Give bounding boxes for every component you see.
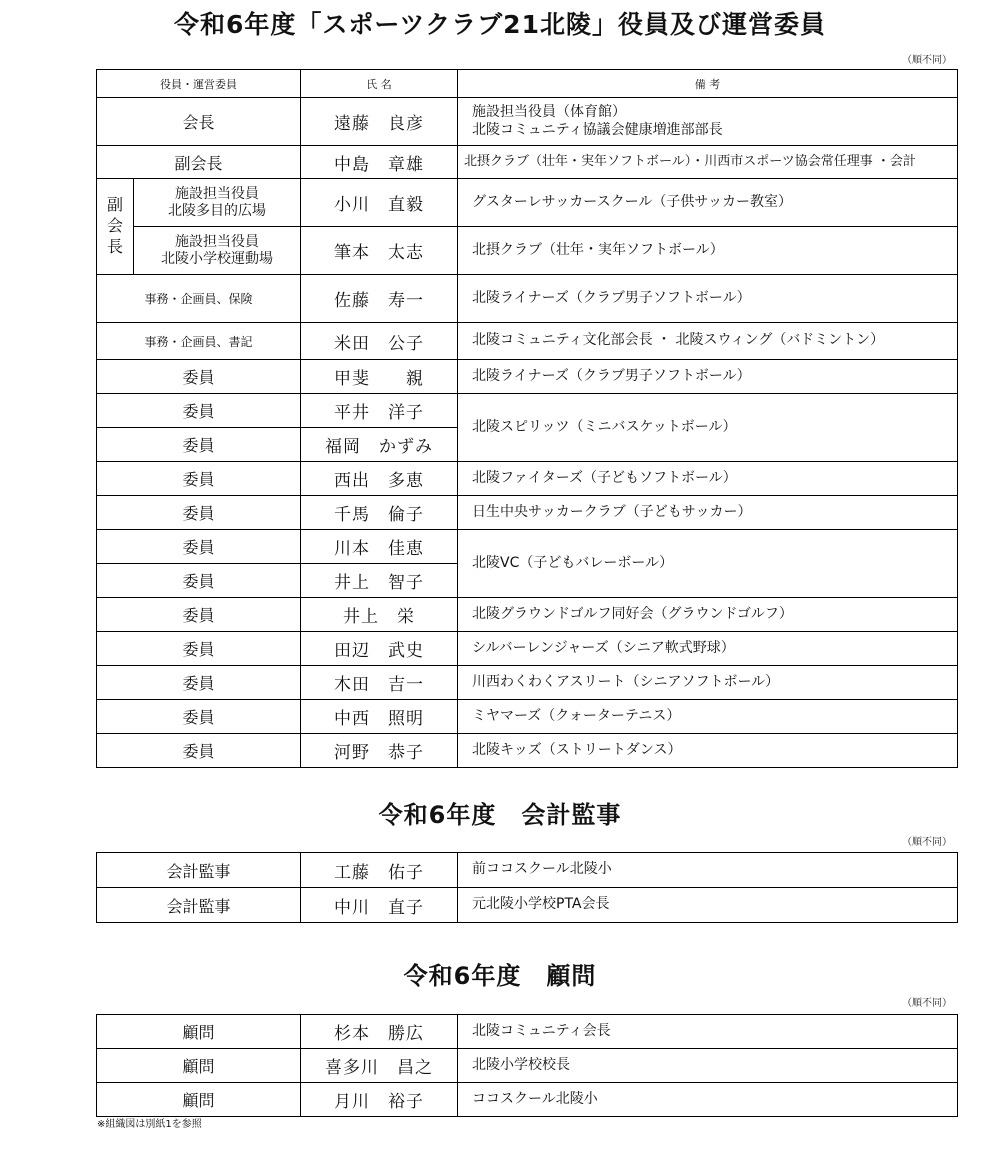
role-cell: 事務・企画員、書記 bbox=[97, 323, 301, 360]
name-cell: 杉本 勝広 bbox=[301, 1015, 458, 1049]
remarks-cell: 前ココスクール北陵小 bbox=[458, 853, 958, 888]
table-row bbox=[97, 530, 958, 564]
role-cell: 委員 bbox=[97, 598, 301, 632]
role-line: 北陵小学校運動場 bbox=[161, 250, 273, 267]
order-note: （順不同） bbox=[902, 55, 952, 66]
remarks-cell: グスターレサッカースクール（子供サッカー教室） bbox=[458, 179, 958, 227]
table-row bbox=[97, 1083, 958, 1117]
remarks-cell: 北摂クラブ（壮年・実年ソフトボール）・川西市スポーツ協会常任理事 ・会計 bbox=[458, 146, 958, 179]
table-row bbox=[97, 700, 958, 734]
role-cell: 事務・企画員、保険 bbox=[97, 275, 301, 323]
footnote: ※組織図は別紙1を参照 bbox=[97, 1119, 202, 1130]
remarks-cell: 川西わくわくアスリート（シニアソフトボール） bbox=[458, 666, 958, 700]
remarks-cell: 日生中央サッカークラブ（子どもサッカー） bbox=[458, 496, 958, 530]
name-cell: 月川 裕子 bbox=[301, 1083, 458, 1117]
table-row bbox=[97, 394, 958, 428]
table-row bbox=[97, 1015, 958, 1049]
header-remarks: 備 考 bbox=[458, 70, 958, 98]
table-row bbox=[97, 227, 958, 275]
audit-title: 令和6年度 会計監事 bbox=[378, 801, 622, 829]
name-cell: 小川 直毅 bbox=[301, 179, 458, 227]
audit-table bbox=[96, 852, 958, 923]
name-cell: 井上 智子 bbox=[301, 564, 458, 598]
advisor-table bbox=[96, 1014, 958, 1117]
role-line: 北陵多目的広場 bbox=[168, 202, 266, 219]
remarks-cell: ミヤマーズ（クォーターテニス） bbox=[458, 700, 958, 734]
remarks-cell: シルバーレンジャーズ（シニア軟式野球） bbox=[458, 632, 958, 666]
role-cell: 委員 bbox=[97, 632, 301, 666]
role-cell: 顧問 bbox=[97, 1015, 301, 1049]
header-role: 役員・運営委員 bbox=[97, 70, 301, 98]
role-cell: 委員 bbox=[97, 428, 301, 462]
role-cell: 委員 bbox=[97, 530, 301, 564]
role-cell: 会計監事 bbox=[97, 888, 301, 923]
name-cell: 川本 佳恵 bbox=[301, 530, 458, 564]
remarks-cell: 北摂クラブ（壮年・実年ソフトボール） bbox=[458, 227, 958, 275]
vertical-char: 副 bbox=[106, 195, 123, 215]
table-row bbox=[97, 888, 958, 923]
order-note: （順不同） bbox=[902, 998, 952, 1009]
role-cell: 委員 bbox=[97, 666, 301, 700]
name-cell: 井上 栄 bbox=[301, 598, 458, 632]
main-title: 令和6年度「スポーツクラブ21北陵」役員及び運営委員 bbox=[174, 10, 826, 39]
header-name: 氏 名 bbox=[301, 70, 458, 98]
remarks-cell: 北陵スピリッツ（ミニバスケットボール） bbox=[458, 394, 958, 462]
role-cell: 委員 bbox=[97, 700, 301, 734]
name-cell: 筆本 太志 bbox=[301, 227, 458, 275]
remarks-cell: 元北陵小学校PTA会長 bbox=[458, 888, 958, 923]
order-note: （順不同） bbox=[902, 837, 952, 848]
table-row bbox=[97, 632, 958, 666]
remarks-cell bbox=[458, 98, 958, 146]
role-cell: 委員 bbox=[97, 564, 301, 598]
name-cell: 千馬 倫子 bbox=[301, 496, 458, 530]
table-row bbox=[97, 666, 958, 700]
name-cell: 河野 恭子 bbox=[301, 734, 458, 768]
role-line: 施設担当役員 bbox=[175, 233, 259, 250]
remarks-cell: 北陵ライナーズ（クラブ男子ソフトボール） bbox=[458, 360, 958, 394]
remarks-cell: 北陵VC（子どもバレーボール） bbox=[458, 530, 958, 598]
vertical-char: 会 bbox=[106, 216, 123, 236]
name-cell: 米田 公子 bbox=[301, 323, 458, 360]
role-cell: 委員 bbox=[97, 496, 301, 530]
name-cell: 中西 照明 bbox=[301, 700, 458, 734]
table-row bbox=[97, 853, 958, 888]
table-header-row bbox=[97, 70, 958, 98]
role-cell: 顧問 bbox=[97, 1083, 301, 1117]
name-cell: 木田 吉一 bbox=[301, 666, 458, 700]
table-row bbox=[97, 462, 958, 496]
table-row bbox=[97, 146, 958, 179]
remarks-cell: 北陵ファイターズ（子どもソフトボール） bbox=[458, 462, 958, 496]
table-row bbox=[97, 496, 958, 530]
role-cell bbox=[134, 227, 301, 275]
role-cell: 顧問 bbox=[97, 1049, 301, 1083]
table-row bbox=[97, 179, 958, 227]
table-row bbox=[97, 275, 958, 323]
name-cell: 工藤 佑子 bbox=[301, 853, 458, 888]
role-cell: 委員 bbox=[97, 734, 301, 768]
name-cell: 福岡 かずみ bbox=[301, 428, 458, 462]
remarks-line: 施設担当役員（体育館） bbox=[472, 104, 626, 120]
name-cell: 田辺 武史 bbox=[301, 632, 458, 666]
table-row bbox=[97, 598, 958, 632]
table-row bbox=[97, 98, 958, 146]
role-cell: 会長 bbox=[97, 98, 301, 146]
name-cell: 甲斐 親 bbox=[301, 360, 458, 394]
name-cell: 中川 直子 bbox=[301, 888, 458, 923]
vertical-char: 長 bbox=[106, 236, 123, 256]
table-row bbox=[97, 323, 958, 360]
name-cell: 遠藤 良彦 bbox=[301, 98, 458, 146]
name-cell: 中島 章雄 bbox=[301, 146, 458, 179]
remarks-cell: 北陵グラウンドゴルフ同好会（グラウンドゴルフ） bbox=[458, 598, 958, 632]
remarks-cell: 北陵ライナーズ（クラブ男子ソフトボール） bbox=[458, 275, 958, 323]
role-line: 施設担当役員 bbox=[175, 185, 259, 202]
officers-table bbox=[96, 69, 958, 768]
role-cell: 副会長 bbox=[97, 146, 301, 179]
remarks-cell: 北陵コミュニティ会長 bbox=[458, 1015, 958, 1049]
remarks-cell: ココスクール北陵小 bbox=[458, 1083, 958, 1117]
remarks-cell: 北陵小学校校長 bbox=[458, 1049, 958, 1083]
role-cell: 委員 bbox=[97, 394, 301, 428]
table-row bbox=[97, 734, 958, 768]
name-cell: 佐藤 寿一 bbox=[301, 275, 458, 323]
table-row bbox=[97, 360, 958, 394]
name-cell: 平井 洋子 bbox=[301, 394, 458, 428]
role-cell: 会計監事 bbox=[97, 853, 301, 888]
vice-president-group-label bbox=[97, 179, 134, 275]
remarks-cell: 北陵キッズ（ストリートダンス） bbox=[458, 734, 958, 768]
name-cell: 喜多川 昌之 bbox=[301, 1049, 458, 1083]
role-cell bbox=[134, 179, 301, 227]
remarks-line: 北陵コミュニティ協議会健康増進部部長 bbox=[472, 121, 723, 138]
role-cell: 委員 bbox=[97, 462, 301, 496]
table-row bbox=[97, 1049, 958, 1083]
advisor-title: 令和6年度 顧問 bbox=[403, 962, 597, 990]
role-cell: 委員 bbox=[97, 360, 301, 394]
name-cell: 西出 多恵 bbox=[301, 462, 458, 496]
remarks-cell: 北陵コミュニティ文化部会長 ・ 北陵スウィング（バドミントン） bbox=[458, 323, 958, 360]
